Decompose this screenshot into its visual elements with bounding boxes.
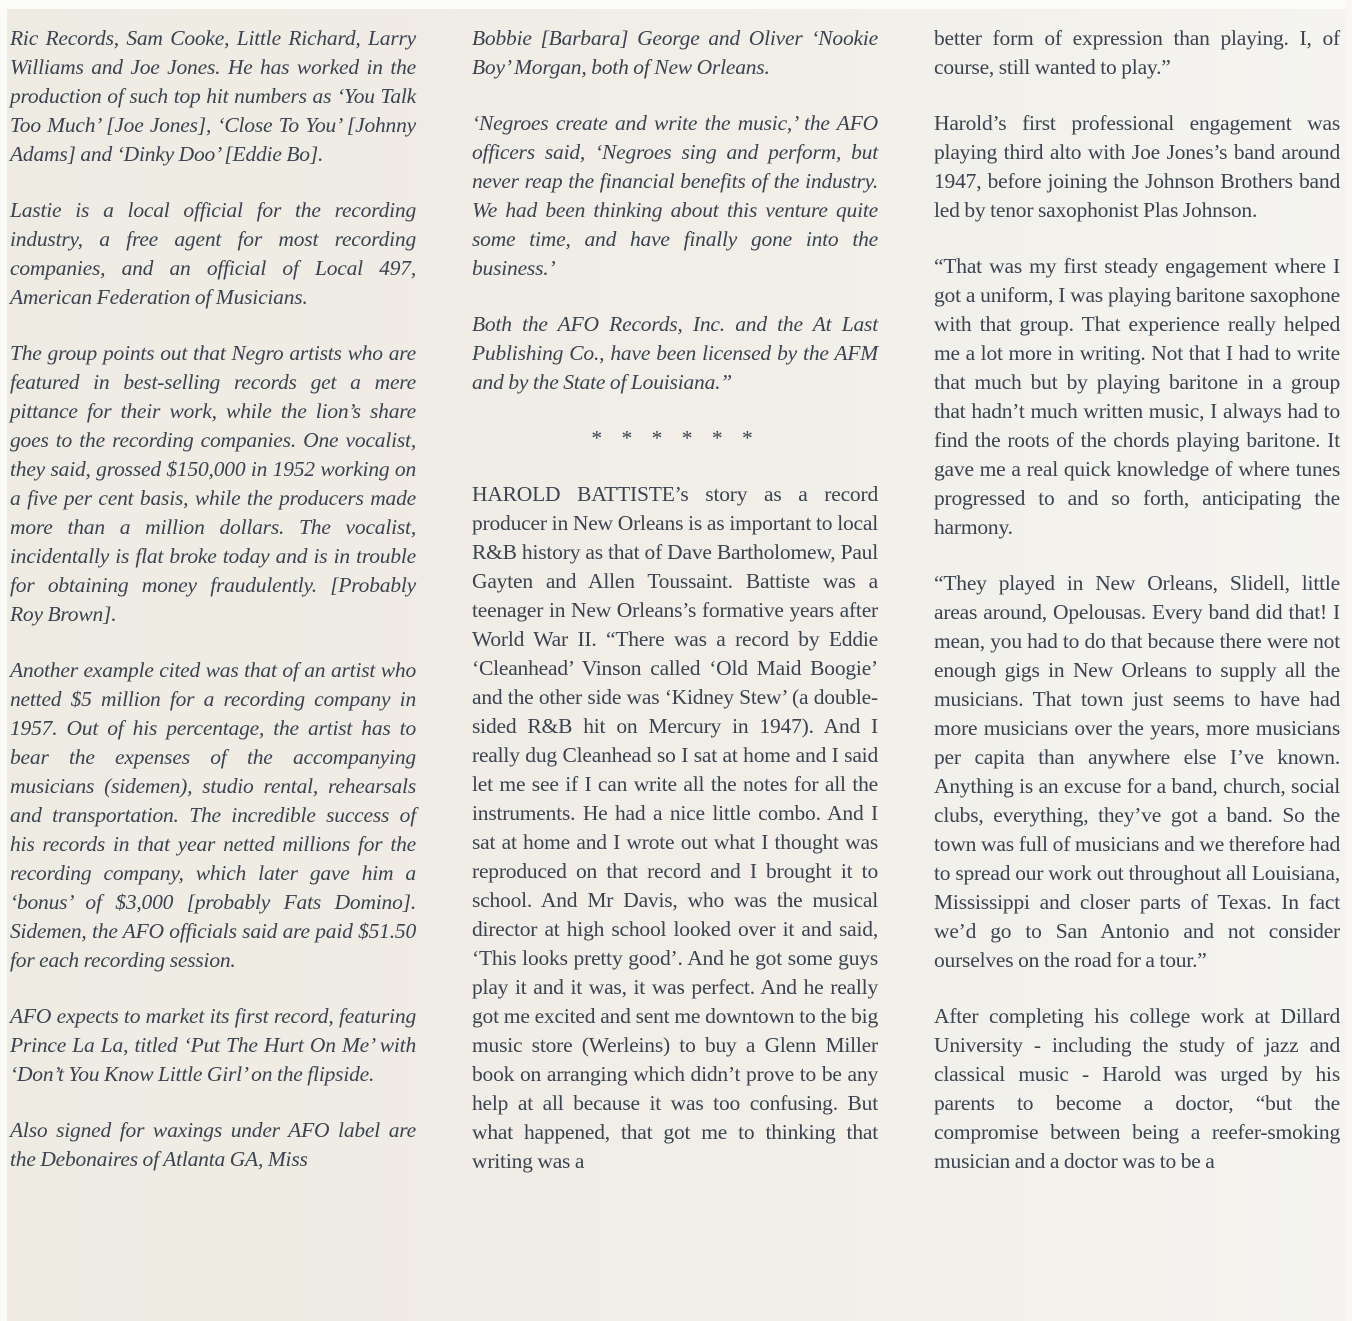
paragraph: Also signed for waxings under AFO label are the Debonaires of Atlanta GA, Miss — [10, 1118, 416, 1171]
paragraph: Both the AFO Records, Inc. and the At Last Publishing Co., have been licensed by the AFM and by the State of Louisiana.” — [472, 312, 878, 394]
paragraph: Lastie is a local official for the recording industry, a free agent for most recording companies, and an official of Local 497, American Federation of Musicians. — [10, 198, 416, 309]
paragraph: “They played in New Orleans, Slidell, little areas around, Opelousas. Every band did that! I mean, you had to do that because there were not enough gigs in New Orleans to supply all the musicians. That town just seems to have had more musicians over the years, more musicians per capita than anywhere else I’ve known. Anything is an excuse for a band, church, social clubs, everything, they’ve got a band. So the town was full of musicians and we therefore had to spread our work out throughout all Louisiana, Mississippi and closer parts of Texas. In fact we’d go to San Antonio and not consider ourselves on the road for a tour.” — [934, 571, 1340, 972]
paragraph: “That was my first steady engagement where I got a uniform, I was playing baritone saxophone with that group. That experience really helped me a lot more in writing. Not that I had to write that much but by playing baritone in a group that hadn’t much written music, I always had to find the roots of the chords playing baritone. It gave me a real quick knowledge of where tunes progressed to and so forth, anticipating the harmony. — [934, 254, 1340, 539]
paragraph: Ric Records, Sam Cooke, Little Richard, Larry Williams and Joe Jones. He has worked in the production of such top hit numbers as ‘You Talk Too Much’ [Joe Jones], ‘Close To You’ [Johnny Adams] and ‘Dinky Doo’ [Eddie Bo]. — [10, 26, 416, 166]
column-left — [10, 24, 416, 1203]
section-separator: * * * * * * — [591, 426, 759, 450]
paragraph: ‘Negroes create and write the music,’ the AFO officers said, ‘Negroes sing and perform, but never reap the financial benefits of the industry. We had been thinking about this venture quite some time, and have finally gone into the business.’ — [472, 111, 878, 280]
paragraph: The group points out that Negro artists who are featured in best-selling records get a mere pittance for their work, while the lion’s share goes to the recording companies. One vocalist, they said, grossed $150,000 in 1952 working on a five per cent basis, while the producers made more than a million dollars. The vocalist, incidentally is flat broke today and is in trouble for obtaining money fraudulently. [Probably Roy Brown]. — [10, 341, 416, 626]
paragraph: Harold’s first professional engagement was playing third alto with Joe Jones’s band around 1947, before joining the Johnson Brothers band led by tenor saxophonist Plas Johnson. — [934, 111, 1340, 222]
paragraph: AFO expects to market its first record, featuring Prince La La, titled ‘Put The Hurt On Me’ with ‘Don’t You Know Little Girl’ on the flipside. — [10, 1004, 416, 1086]
paragraph: better form of expression than playing. I, of course, still wanted to play.” — [934, 26, 1340, 79]
paragraph: Another example cited was that of an artist who netted $5 million for a recording company in 1957. Out of his percentage, the artist has to bear the expenses of the accompanying musicians (sidemen), studio rental, rehearsals and transportation. The incredible success of his records in that year netted millions for the recording company, which later gave him a ‘bonus’ of $3,000 [probably Fats Domino]. Sidemen, the AFO officials said are paid $51.50 for each recording session. — [10, 658, 416, 972]
paragraph: After completing his college work at Dillard University - including the study of jazz and classical music - Harold was urged by his parents to become a doctor, “but the compromise between being a reefer-smoking musician and a doctor was to be a — [934, 1004, 1340, 1173]
column-middle — [472, 24, 878, 1203]
paragraph: HAROLD BATTISTE’s story as a record producer in New Orleans is as important to local R&B history as that of Dave Bartholomew, Paul Gayten and Allen Toussaint. Battiste was a teenager in New Orleans’s formative years after World War II. “There was a record by Eddie ‘Cleanhead’ Vinson called ‘Old Maid Boogie’ and the other side was ‘Kidney Stew’ (a double-sided R&B hit on Mercury in 1947). And I really dug Cleanhead so I sat at home and I said let me see if I can write all the notes for all the instruments. He had a nice little combo. And I sat at home and I wrote out what I thought was reproduced on that record and I brought it to school. And Mr Davis, who was the musical director at high school looked over it and said, ‘This looks pretty good’. And he got some guys play it and it was, it was perfect. And he really got me excited and sent me downtown to the big music store (Werleins) to buy a Glenn Miller book on arranging which didn’t prove to be any help at all because it was too confusing. But what happened, that got me to thinking that writing was a — [472, 482, 878, 1173]
column-right — [934, 24, 1340, 1203]
paragraph: Bobbie [Barbara] George and Oliver ‘Nookie Boy’ Morgan, both of New Orleans. — [472, 26, 878, 79]
